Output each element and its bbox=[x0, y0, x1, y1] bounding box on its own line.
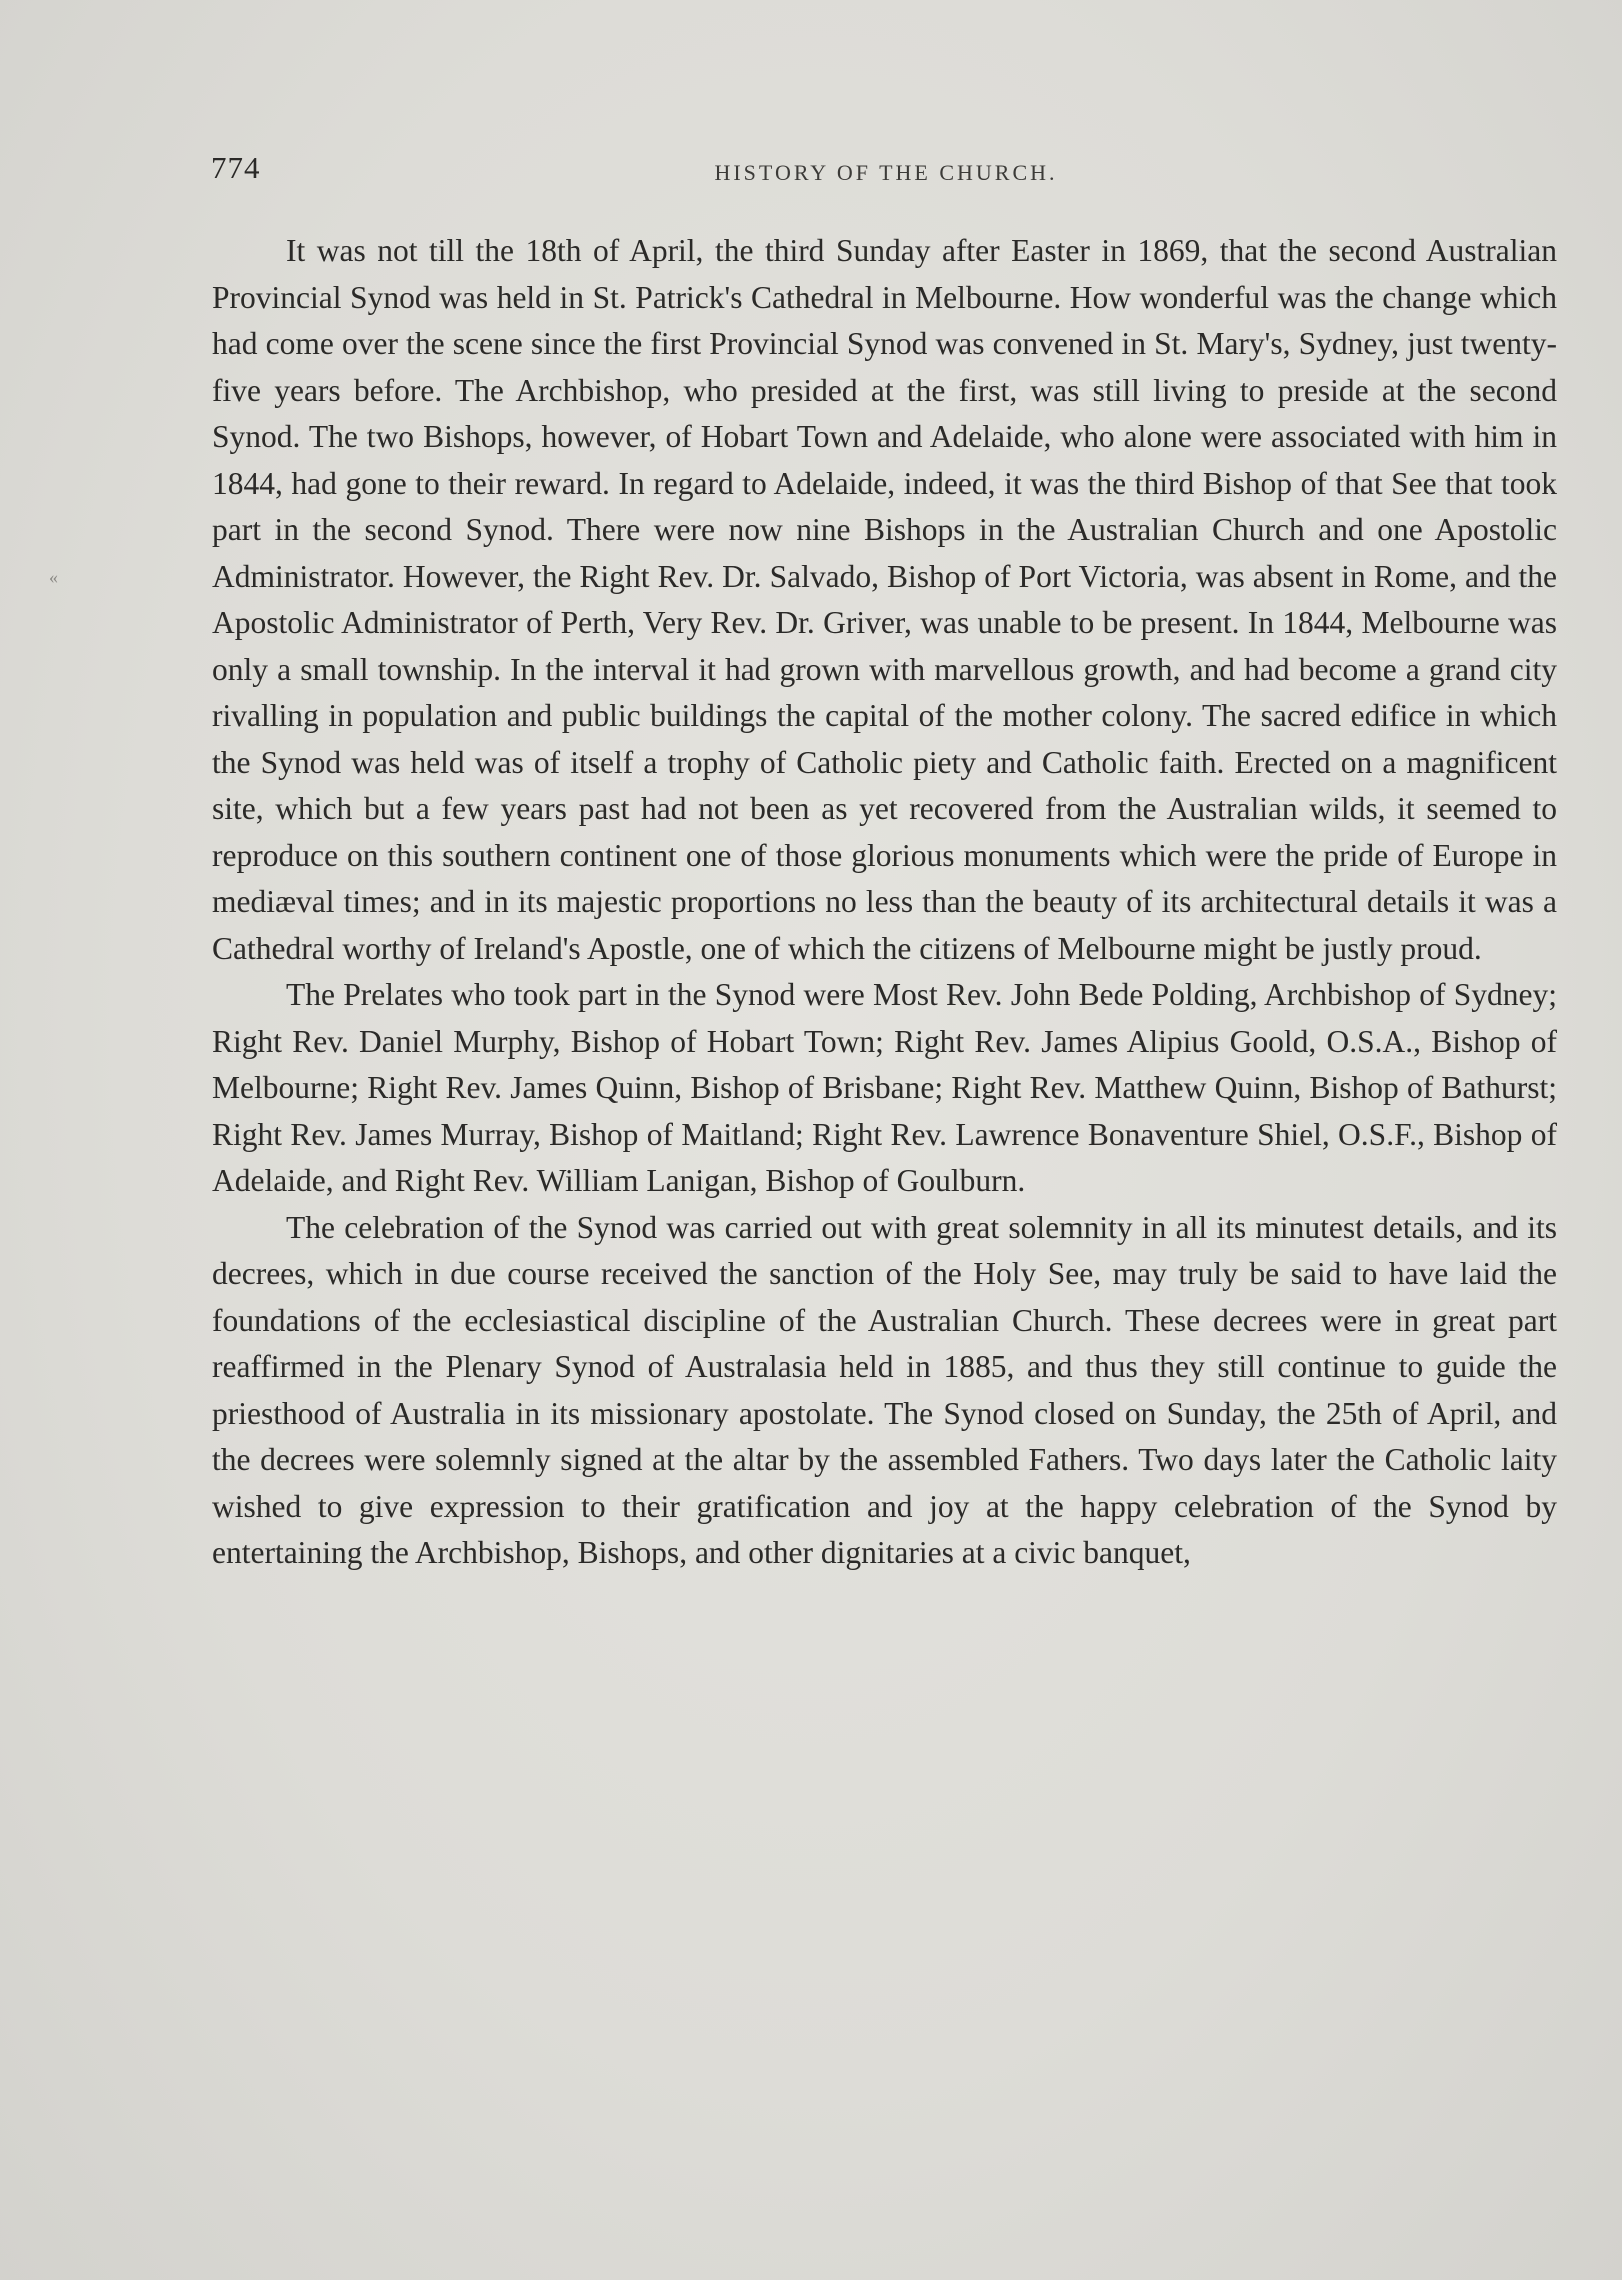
paragraph-celebration: The celebration of the Synod was carried out with great solemnity in all its minutest details, and its decrees, which in due course received the sanction of the Holy See, may truly be said to have laid the foundations of the ecclesiastical discipline of the Australian Church. These decrees were in great part reaffirmed in the Plenary Synod of Australasia held in 1885, and thus they still continue to guide the priesthood of Australia in its missionary apostolate. The Synod closed on Sunday, the 25th of April, and the decrees were solemnly signed at the altar by the assembled Fathers. Two days later the Catholic laity wished to give expression to their gratification and joy at the happy celebration of the Synod by entertaining the Archbishop, Bishops, and other dignitaries at a civic banquet, bbox=[212, 1209, 1557, 1570]
paragraph-synod-1869: It was not till the 18th of April, the third Sunday after Easter in 1869, that the second Australian Provincial Synod was held in St. Patrick's Cathedral in Melbourne. How wonderful was the change which had come over the scene since the first Provincial Synod was convened in St. Mary's, Sydney, just twenty-five years before. The Archbishop, who presided at the first, was still living to preside at the second Synod. The two Bishops, however, of Hobart Town and Adelaide, who alone were associated with him in 1844, had gone to their reward. In regard to Adelaide, indeed, it was the third Bishop of that See that took part in the second Synod. There were now nine Bishops in the Australian Church and one Apostolic Administrator. However, the Right Rev. Dr. Salvado, Bishop of Port Victoria, was absent in Rome, and the Apostolic Administrator of Perth, Very Rev. Dr. Griver, was unable to be present. In 1844, Melbourne was only a small township. In the interval it had grown with marvellous growth, and had become a grand city rivalling in population and public buildings the capital of the mother colony. The sacred edifice in which the Synod was held was of itself a trophy of Catholic piety and Catholic faith. Erected on a magnificent site, which but a few years past had not been as yet recovered from the Australian wilds, it seemed to reproduce on this southern continent one of those glorious monuments which were the pride of Europe in mediæval times; and in its majestic proportions no less than the beauty of its architectural details it was a Cathedral worthy of Ireland's Apostle, one of which the citizens of Melbourne might be justly proud. bbox=[212, 233, 1557, 966]
page-header bbox=[211, 150, 1561, 200]
body-text bbox=[212, 228, 1557, 1577]
running-title: HISTORY OF THE CHURCH. bbox=[714, 160, 1058, 185]
margin-mark: « bbox=[49, 567, 58, 587]
page-number: 774 bbox=[211, 150, 261, 185]
paragraph-prelates: The Prelates who took part in the Synod were Most Rev. John Bede Polding, Archbishop of Sydney; Right Rev. Daniel Murphy, Bishop of Hobart Town; Right Rev. James Alipius Goold, O.S.A., Bishop of Melbourne; Right Rev. James Quinn, Bishop of Brisbane; Right Rev. Matthew Quinn, Bishop of Bathurst; Right Rev. James Murray, Bishop of Maitland; Right Rev. Lawrence Bonaventure Shiel, O.S.F., Bishop of Adelaide, and Right Rev. William Lanigan, Bishop of Goulburn. bbox=[212, 977, 1557, 1198]
